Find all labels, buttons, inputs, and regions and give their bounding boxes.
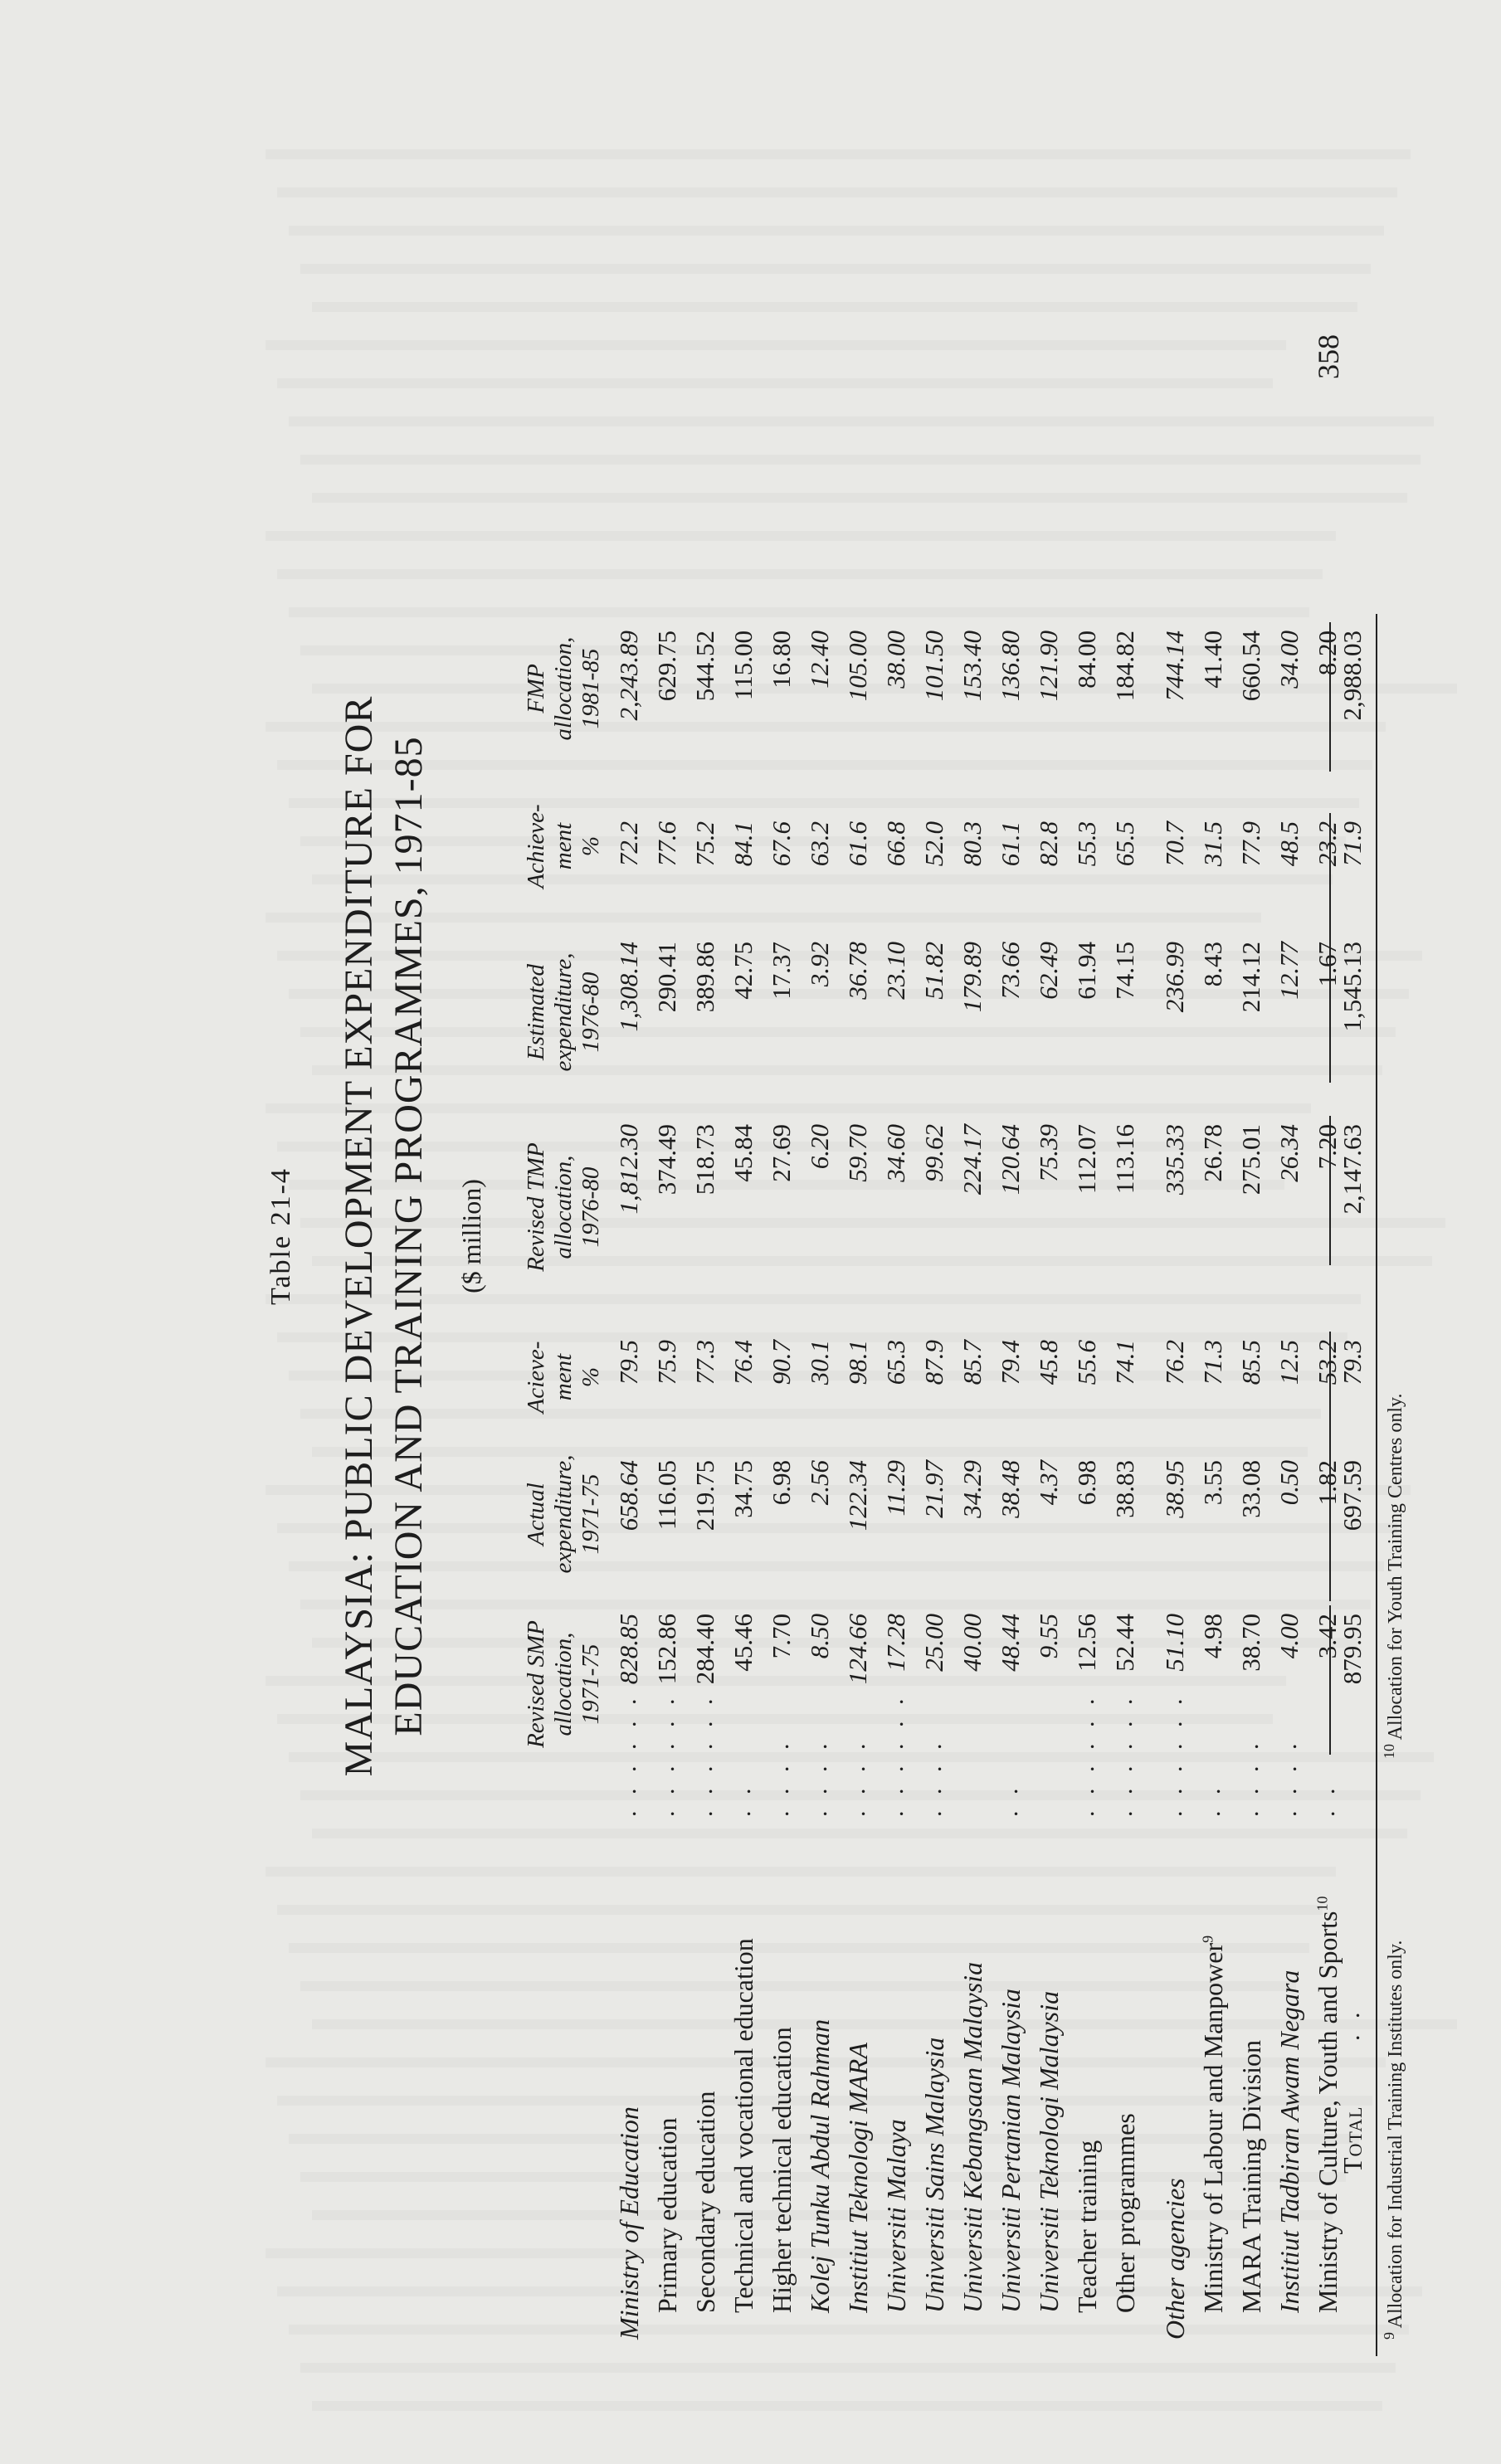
- table-cell: 9.55: [1034, 1614, 1063, 1659]
- row-label-text: MARA Training Division: [1236, 2040, 1266, 2313]
- row-label: [919, 2038, 950, 2313]
- row-label: [729, 1938, 759, 2313]
- page-number: 358: [1312, 334, 1345, 379]
- table-cell: 41.40: [1198, 631, 1227, 689]
- table-cell: 7.70: [767, 1614, 796, 1659]
- footnote: [1381, 1941, 1407, 2340]
- column-header-line: 1971-75: [577, 1643, 604, 1725]
- table-cell: 26.34: [1274, 1124, 1304, 1182]
- table-cell: 38.00: [881, 631, 910, 689]
- total-rule-top: [1329, 1116, 1331, 1265]
- table-cell: 658.64: [614, 1460, 643, 1531]
- leader-dots: . . . . . .: [1072, 1693, 1099, 1817]
- footnote-mark: 10: [1381, 1744, 1397, 1759]
- table-cell: 34.60: [881, 1124, 910, 1182]
- leader-dots: . . . . . .: [881, 1693, 909, 1817]
- row-label-text: Institiut Teknologi MARA: [843, 2043, 873, 2313]
- row-label: [767, 2027, 797, 2313]
- row-label: [1160, 2178, 1191, 2340]
- footnote-mark: 9: [1381, 2332, 1397, 2340]
- table-cell: 12.77: [1274, 942, 1304, 1000]
- footnote-marker: 9: [1199, 1935, 1216, 1943]
- total-rule-top: [1329, 813, 1331, 962]
- table-cell: 4.98: [1198, 1614, 1227, 1659]
- leader-dots: . .: [729, 1783, 756, 1817]
- table-cell: 36.78: [843, 942, 872, 1000]
- row-label: [1236, 2040, 1267, 2313]
- column-header-line: Revised TMP: [523, 1142, 549, 1272]
- table-cell: 12.5: [1274, 1340, 1304, 1385]
- leader-dots: . . . . . .: [652, 1693, 680, 1817]
- table-cell: 3.42: [1313, 1614, 1342, 1659]
- table-cell: 101.50: [919, 631, 948, 702]
- row-label-text: Universiti Pertanian Malaysia: [996, 1988, 1026, 2313]
- row-label-text: Universiti Malaya: [881, 2119, 911, 2313]
- column-header-line: %: [577, 835, 604, 857]
- table-cell: 53.2: [1313, 1340, 1342, 1385]
- table-cell: 77.9: [1236, 821, 1265, 867]
- table-cell: 152.86: [652, 1614, 681, 1685]
- table-title-line-2: EDUCATION AND TRAINING PROGRAMMES, 1971-85: [387, 736, 431, 1736]
- column-header-line: allocation,: [550, 636, 577, 741]
- row-label: [843, 2043, 874, 2313]
- table-cell: 744.14: [1160, 631, 1189, 702]
- table-cell: 48.44: [996, 1614, 1025, 1672]
- row-label: [1072, 2140, 1103, 2313]
- table-cell: 4.37: [1034, 1460, 1063, 1506]
- row-label-text: Primary education: [652, 2117, 682, 2313]
- units-note: ($ million): [456, 1179, 486, 1293]
- table-cell: 84.1: [729, 821, 758, 867]
- rotated-page: [166, 83, 1411, 2389]
- table-cell: 61.6: [843, 821, 872, 867]
- leader-dots: . . . . . .: [614, 1693, 641, 1817]
- table-label: Table 21-4: [266, 1167, 296, 1305]
- table-cell: 79.5: [614, 1340, 643, 1385]
- table-cell: 45.46: [729, 1614, 758, 1672]
- table-cell: 8.20: [1313, 631, 1342, 676]
- table-cell: 73.66: [996, 942, 1025, 1000]
- column-header-line: expenditure,: [550, 952, 577, 1072]
- table-cell: 82.8: [1034, 821, 1063, 867]
- table-cell: 121.90: [1034, 631, 1063, 702]
- table-cell: 75.9: [652, 1340, 681, 1385]
- column-header-line: allocation,: [550, 1632, 577, 1736]
- leader-dots: . . . .: [805, 1738, 832, 1817]
- table-cell: 38.48: [996, 1460, 1025, 1518]
- leader-dots: . . . . . .: [690, 1693, 718, 1817]
- table-cell: 40.00: [958, 1614, 987, 1672]
- leader-dots: . .: [1198, 1783, 1226, 1817]
- table-cell: 113.16: [1110, 1124, 1139, 1195]
- row-label: [881, 2119, 912, 2313]
- table-cell: 544.52: [690, 631, 719, 702]
- footnote-text: Allocation for Youth Training Centres only.: [1385, 1393, 1406, 1744]
- table-cell: 25.00: [919, 1614, 948, 1672]
- table-cell: 8.50: [805, 1614, 834, 1659]
- table-cell: 33.08: [1236, 1460, 1265, 1518]
- table-cell: 374.49: [652, 1124, 681, 1195]
- table-cell: 16.80: [767, 631, 796, 689]
- table-cell: 629.75: [652, 631, 681, 702]
- table-cell: 63.2: [805, 821, 834, 867]
- footnote-marker: 10: [1313, 1896, 1331, 1911]
- table-cell: 45.8: [1034, 1340, 1063, 1385]
- table-cell: 87.9: [919, 1340, 948, 1385]
- table-cell: 65.3: [881, 1340, 910, 1385]
- table-cell: 77.3: [690, 1340, 719, 1385]
- column-header-line: Achieve-: [523, 804, 549, 889]
- table-cell: 120.64: [996, 1124, 1025, 1195]
- row-label-text: Ministry of Culture, Youth and Sports: [1313, 1911, 1343, 2313]
- row-label: [1034, 1991, 1065, 2313]
- column-header-line: 1971-75: [577, 1473, 604, 1555]
- table-cell: 62.49: [1034, 942, 1063, 1000]
- table-cell: 21.97: [919, 1460, 948, 1518]
- table-cell: 1,308.14: [614, 942, 643, 1032]
- table-cell: 61.1: [996, 821, 1025, 867]
- table-cell: 518.73: [690, 1124, 719, 1195]
- table-title-line-1: MALAYSIA: PUBLIC DEVELOPMENT EXPENDITURE FOR: [337, 695, 381, 1777]
- column-header-line: Revised SMP: [523, 1620, 549, 1748]
- bleed-line: [312, 2401, 1382, 2411]
- table-cell: 30.1: [805, 1340, 834, 1385]
- table-cell: 275.01: [1236, 1124, 1265, 1195]
- table-cell: 90.7: [767, 1340, 796, 1385]
- column-header-line: 1976-80: [577, 1166, 604, 1248]
- row-label-text: Teacher training: [1072, 2140, 1102, 2313]
- total-cell: 697.59: [1338, 1460, 1367, 1531]
- table-cell: 31.5: [1198, 821, 1227, 867]
- table-cell: 38.70: [1236, 1614, 1265, 1672]
- table-cell: 34.29: [958, 1460, 987, 1518]
- row-label-text: Ministry of Labour and Manpower: [1198, 1942, 1228, 2313]
- leader-dots: . . . .: [919, 1738, 947, 1817]
- table-cell: 1,812.30: [614, 1124, 643, 1215]
- table-cell: 34.75: [729, 1460, 758, 1518]
- table-cell: 236.99: [1160, 942, 1189, 1013]
- leader-dots: . . . . . .: [1110, 1693, 1138, 1817]
- row-label: [805, 2019, 836, 2313]
- row-label: [652, 2118, 683, 2313]
- column-header-line: Estimated: [523, 964, 549, 1060]
- table-cell: 6.98: [767, 1460, 796, 1506]
- table-cell: 4.00: [1274, 1614, 1304, 1659]
- row-label: [996, 1989, 1026, 2313]
- row-label: [1313, 1897, 1343, 2313]
- table-cell: 12.40: [805, 631, 834, 689]
- footnote: [1381, 1394, 1407, 1759]
- row-label: [614, 2106, 645, 2340]
- row-label: [1274, 1970, 1305, 2313]
- table-cell: 71.3: [1198, 1340, 1227, 1385]
- row-label-text: Universiti Sains Malaysia: [919, 2037, 949, 2313]
- total-rule-top: [1329, 1605, 1331, 1755]
- table-cell: 335.33: [1160, 1124, 1189, 1195]
- table-cell: 27.69: [767, 1124, 796, 1182]
- leader-dots: . .: [1338, 2007, 1365, 2041]
- leader-dots: . . . .: [1236, 1738, 1264, 1817]
- table-cell: 85.5: [1236, 1340, 1265, 1385]
- row-label-text: Universiti Teknologi Malaysia: [1034, 1990, 1064, 2313]
- table-cell: 55.3: [1072, 821, 1101, 867]
- row-label-text: Ministry of Education: [614, 2106, 644, 2340]
- leader-dots: . . . .: [767, 1738, 794, 1817]
- leader-dots: . . . . . .: [1160, 1693, 1187, 1817]
- table-cell: 17.28: [881, 1614, 910, 1672]
- row-label-text: Universiti Kebangsaan Malaysia: [958, 1961, 987, 2313]
- table-cell: 76.4: [729, 1340, 758, 1385]
- column-header: [523, 1099, 605, 1315]
- row-label: [690, 2091, 721, 2313]
- table-cell: 26.78: [1198, 1124, 1227, 1182]
- table-cell: 65.5: [1110, 821, 1139, 867]
- table-cell: 23.10: [881, 942, 910, 1000]
- column-header-line: Actual: [523, 1483, 549, 1546]
- row-label-text: Technical and vocational education: [729, 1938, 758, 2313]
- table-cell: 51.82: [919, 942, 948, 1000]
- table-cell: 0.50: [1274, 1460, 1304, 1506]
- table-cell: 112.07: [1072, 1124, 1101, 1195]
- column-header-line: ment: [550, 1353, 577, 1401]
- row-label-text: Institiut Tadbiran Awam Negara: [1274, 1970, 1304, 2313]
- total-cell: 1,545.13: [1338, 942, 1367, 1032]
- table-cell: 70.7: [1160, 821, 1189, 867]
- table-cell: 8.43: [1198, 942, 1227, 987]
- total-cell: 879.95: [1338, 1614, 1367, 1685]
- table-cell: 1.82: [1313, 1460, 1342, 1506]
- table-cell: 52.44: [1110, 1614, 1139, 1672]
- column-header-line: allocation,: [550, 1155, 577, 1259]
- table-cell: 2.56: [805, 1460, 834, 1506]
- table-cell: 80.3: [958, 821, 987, 867]
- table-cell: 179.89: [958, 942, 987, 1013]
- table-cell: 61.94: [1072, 942, 1101, 1000]
- total-label: Total: [1338, 2106, 1367, 2174]
- leader-dots: . . . .: [1274, 1738, 1302, 1817]
- table-cell: 389.86: [690, 942, 719, 1013]
- table-bottom-rule: [1376, 614, 1377, 2356]
- footnote-text: Allocation for Industrial Training Institutes only.: [1385, 1940, 1406, 2332]
- row-label-text: Secondary education: [690, 2091, 720, 2313]
- column-header-line: ment: [550, 822, 577, 870]
- table-cell: 3.55: [1198, 1460, 1227, 1506]
- table-cell: 3.92: [805, 942, 834, 987]
- row-label: [1110, 2113, 1141, 2313]
- table-cell: 12.56: [1072, 1614, 1101, 1672]
- table-cell: 7.20: [1313, 1124, 1342, 1170]
- total-cell: 79.3: [1338, 1340, 1367, 1385]
- table-cell: 84.00: [1072, 631, 1101, 689]
- table-cell: 122.34: [843, 1460, 872, 1531]
- row-label: [1198, 1936, 1229, 2313]
- row-label-text: Other agencies: [1160, 2178, 1190, 2340]
- table-cell: 219.75: [690, 1460, 719, 1531]
- table-cell: 42.75: [729, 942, 758, 1000]
- table-cell: 224.17: [958, 1124, 987, 1195]
- total-cell: 2,147.63: [1338, 1124, 1367, 1215]
- total-cell: 2,988.03: [1338, 631, 1367, 721]
- column-header-line: %: [577, 1366, 604, 1388]
- table-cell: 6.98: [1072, 1460, 1101, 1506]
- table-cell: 1.67: [1313, 942, 1342, 987]
- table-cell: 38.95: [1160, 1460, 1189, 1518]
- leader-dots: . .: [1313, 1783, 1340, 1817]
- total-rule-top: [1329, 622, 1331, 772]
- table-cell: 11.29: [881, 1460, 910, 1517]
- table-cell: 828.85: [614, 1614, 643, 1685]
- table-cell: 98.1: [843, 1340, 872, 1385]
- table-cell: 2,243.89: [614, 631, 643, 721]
- table-cell: 99.62: [919, 1124, 948, 1182]
- leader-dots: . .: [996, 1783, 1023, 1817]
- table-cell: 115.00: [729, 631, 758, 701]
- table-cell: 116.05: [652, 1460, 681, 1531]
- table-cell: 85.7: [958, 1340, 987, 1385]
- table-cell: 284.40: [690, 1614, 719, 1685]
- total-rule-top: [1329, 1332, 1331, 1481]
- table-cell: 66.8: [881, 821, 910, 867]
- row-label-text: Kolej Tunku Abdul Rahman: [805, 2018, 835, 2313]
- table-cell: 105.00: [843, 631, 872, 702]
- table-cell: 59.70: [843, 1124, 872, 1182]
- table-cell: 34.00: [1274, 631, 1304, 689]
- column-header-line: FMP: [523, 664, 549, 713]
- leader-dots: . . . .: [843, 1738, 870, 1817]
- table-cell: 72.2: [614, 821, 643, 867]
- table-cell: 290.41: [652, 942, 681, 1013]
- total-cell: 71.9: [1338, 821, 1367, 867]
- table-cell: 79.4: [996, 1340, 1025, 1385]
- table-cell: 124.66: [843, 1614, 872, 1685]
- table-cell: 153.40: [958, 631, 987, 702]
- table-cell: 74.1: [1110, 1340, 1139, 1385]
- table-cell: 75.2: [690, 821, 719, 867]
- table-cell: 51.10: [1160, 1614, 1189, 1672]
- column-header-line: 1976-80: [577, 971, 604, 1053]
- table-cell: 214.12: [1236, 942, 1265, 1013]
- column-header-line: Acieve-: [523, 1341, 549, 1414]
- table-cell: 75.39: [1034, 1124, 1063, 1182]
- row-label-text: Higher technical education: [767, 2027, 797, 2313]
- column-header-line: 1981-85: [577, 648, 604, 729]
- table-cell: 55.6: [1072, 1340, 1101, 1385]
- table-cell: 74.15: [1110, 942, 1139, 1000]
- table-cell: 45.84: [729, 1124, 758, 1182]
- column-header-line: expenditure,: [550, 1454, 577, 1574]
- table-cell: 38.83: [1110, 1460, 1139, 1518]
- row-label-text: Other programmes: [1110, 2113, 1140, 2313]
- table-cell: 136.80: [996, 631, 1025, 702]
- table-cell: 48.5: [1274, 821, 1304, 867]
- table-cell: 184.82: [1110, 631, 1139, 702]
- table-cell: 67.6: [767, 821, 796, 867]
- column-header: [523, 581, 605, 796]
- row-label: [958, 1962, 988, 2313]
- table-cell: 52.0: [919, 821, 948, 867]
- table-cell: 76.2: [1160, 1340, 1189, 1385]
- table-cell: 23.2: [1313, 821, 1342, 867]
- table-cell: 6.20: [805, 1124, 834, 1170]
- table-cell: 77.6: [652, 821, 681, 867]
- table-cell: 660.54: [1236, 631, 1265, 702]
- table-cell: 17.37: [767, 942, 796, 1000]
